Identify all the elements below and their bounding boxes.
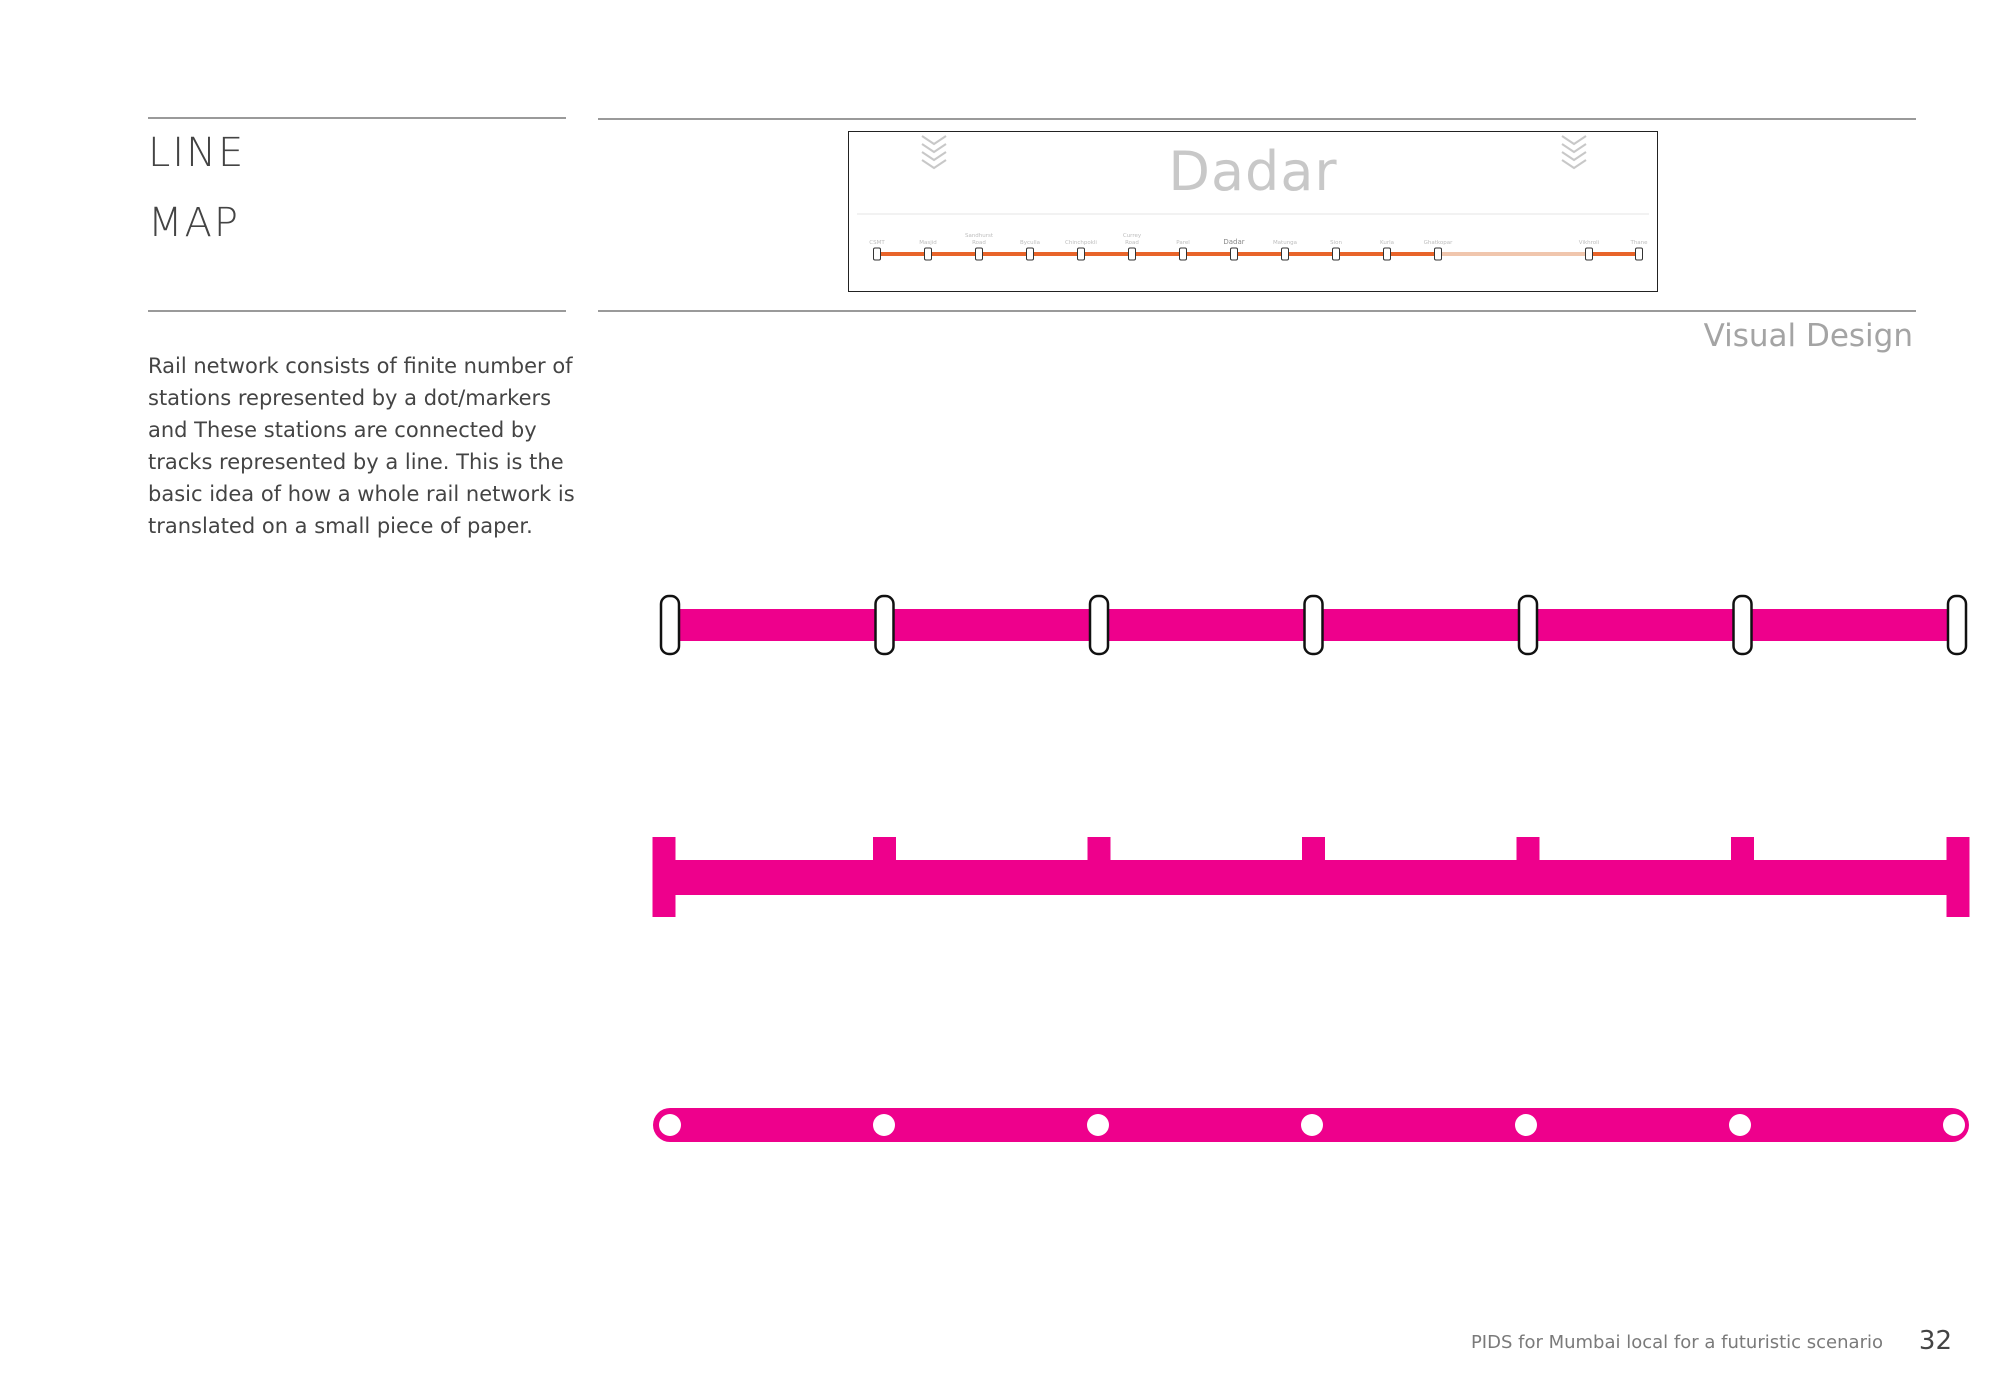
pids-station-marker [1078, 248, 1085, 260]
description-paragraph [148, 350, 575, 542]
pids-station-label: Masjid [919, 240, 937, 246]
top-rule-left [148, 117, 566, 119]
station-marker [1515, 1114, 1537, 1136]
station-marker [873, 1114, 895, 1136]
section-label: Visual Design [1703, 318, 1913, 354]
description-line: basic idea of how a whole rail network is [148, 482, 575, 506]
station-marker [1943, 1114, 1965, 1136]
pids-station-label: Road [1125, 240, 1139, 246]
pids-station-marker [1435, 248, 1442, 260]
station-marker [661, 596, 679, 654]
pids-station-marker [1282, 248, 1289, 260]
pids-station-marker [1333, 248, 1340, 260]
line-sample-dot-markers [650, 1095, 1970, 1155]
pids-station-marker [874, 248, 881, 260]
station-marker [876, 596, 894, 654]
pids-station-label: Parel [1176, 240, 1190, 246]
current-station-name: Dadar [1168, 140, 1338, 203]
bottom-rule-right [598, 310, 1916, 312]
pids-station-label: Byculla [1020, 240, 1040, 246]
pids-station-marker [1129, 248, 1136, 260]
station-marker [1731, 837, 1754, 860]
bottom-rule-left [148, 310, 566, 312]
pids-station-marker [1231, 248, 1238, 260]
pids-station-marker [976, 248, 983, 260]
line-sample-capsule-markers [650, 585, 1970, 665]
pids-station-marker [925, 248, 932, 260]
station-marker [1301, 1114, 1323, 1136]
line-track [653, 860, 1969, 895]
pids-station-label: CSMT [869, 240, 885, 246]
station-marker [1090, 596, 1108, 654]
description-line: Rail network consists of finite number of [148, 354, 573, 378]
pids-station-label: Road [972, 240, 986, 246]
pids-station-label: Matunga [1272, 240, 1298, 246]
pids-station-marker [1636, 248, 1643, 260]
pids-station-label: Chinchpokli [1065, 240, 1097, 246]
station-marker [1519, 596, 1537, 654]
page-number: 32 [1918, 1326, 1952, 1356]
pids-station-label: Vikhroli [1578, 240, 1600, 246]
station-marker [1729, 1114, 1751, 1136]
pids-station-label: Kurla [1380, 240, 1394, 246]
pids-station-label: Thane [1630, 240, 1648, 246]
station-marker [1517, 837, 1540, 860]
pids-display-panel [848, 131, 1658, 292]
heading-map: MAP [148, 200, 240, 246]
station-marker [1305, 596, 1323, 654]
line-sample-tick-markers [650, 825, 1970, 925]
pids-station-marker [1180, 248, 1187, 260]
pids-station-marker [1384, 248, 1391, 260]
station-marker [1302, 837, 1325, 860]
pids-station-label: Dadar [1223, 238, 1245, 246]
station-marker [1948, 596, 1966, 654]
description-line: tracks represented by a line. This is the [148, 450, 564, 474]
station-marker [1947, 837, 1970, 917]
description-line: translated on a small piece of paper. [148, 514, 533, 538]
pids-station-marker [1586, 248, 1593, 260]
pids-station-label: Ghatkopar [1423, 240, 1453, 246]
station-marker [1734, 596, 1752, 654]
station-marker [1088, 837, 1111, 860]
description-line: and These stations are connected by [148, 418, 537, 442]
top-rule-right [598, 118, 1916, 120]
station-marker [653, 837, 676, 917]
pids-station-marker [1027, 248, 1034, 260]
description-line: stations represented by a dot/markers [148, 386, 552, 410]
pids-station-label: Sion [1330, 240, 1342, 246]
station-marker [873, 837, 896, 860]
pids-station-label: Sandhurst [964, 233, 994, 239]
pids-route-strip [849, 132, 1657, 291]
station-marker [659, 1114, 681, 1136]
heading-line: LINE [148, 130, 246, 176]
station-marker [1087, 1114, 1109, 1136]
footer-title: PIDS for Mumbai local for a futuristic scenario [1470, 1332, 1883, 1353]
pids-station-label: Currey [1122, 233, 1142, 239]
